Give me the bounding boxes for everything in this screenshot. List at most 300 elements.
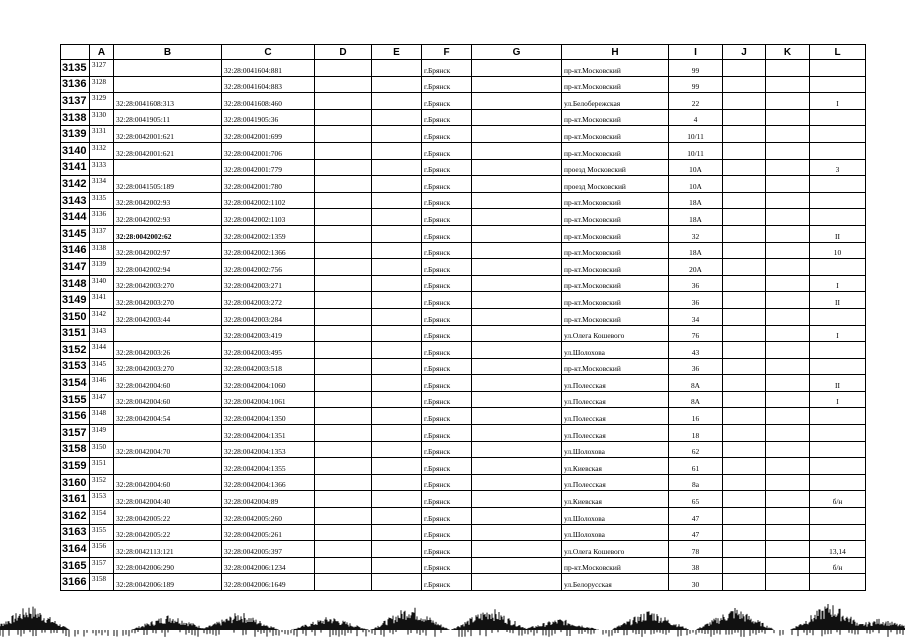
cell-h[interactable]: ул.Полесская: [562, 474, 669, 491]
cell-h[interactable]: ул.Олега Кошевого: [562, 325, 669, 342]
cell-f[interactable]: г.Брянск: [422, 557, 472, 574]
cell-h[interactable]: пр-кт.Московский: [562, 142, 669, 159]
cell-i[interactable]: 18А: [669, 242, 723, 259]
cell-j[interactable]: [723, 242, 766, 259]
cell-a[interactable]: 3131: [90, 126, 114, 143]
cell-d[interactable]: [315, 441, 372, 458]
cell-e[interactable]: [372, 474, 422, 491]
cell-e[interactable]: [372, 192, 422, 209]
cell-a[interactable]: 3155: [90, 524, 114, 541]
cell-a[interactable]: 3151: [90, 458, 114, 475]
cell-f[interactable]: г.Брянск: [422, 292, 472, 309]
cell-l[interactable]: [810, 109, 866, 126]
cell-a[interactable]: 3135: [90, 192, 114, 209]
cell-l[interactable]: II: [810, 375, 866, 392]
cell-i[interactable]: 34: [669, 308, 723, 325]
cell-k[interactable]: [766, 308, 810, 325]
cell-k[interactable]: [766, 425, 810, 442]
cell-d[interactable]: [315, 557, 372, 574]
cell-b[interactable]: 32:28:0042001:621: [114, 126, 222, 143]
cell-l[interactable]: б/н: [810, 557, 866, 574]
column-header-h[interactable]: H: [562, 45, 669, 60]
cell-b[interactable]: [114, 325, 222, 342]
cell-g[interactable]: [472, 192, 562, 209]
cell-i[interactable]: 36: [669, 358, 723, 375]
cell-e[interactable]: [372, 292, 422, 309]
cell-f[interactable]: г.Брянск: [422, 159, 472, 176]
cell-c[interactable]: 32:28:0042004:1353: [222, 441, 315, 458]
cell-c[interactable]: 32:28:0042002:1103: [222, 209, 315, 226]
cell-k[interactable]: [766, 275, 810, 292]
column-header-b[interactable]: B: [114, 45, 222, 60]
cell-d[interactable]: [315, 491, 372, 508]
cell-k[interactable]: [766, 192, 810, 209]
cell-g[interactable]: [472, 474, 562, 491]
cell-e[interactable]: [372, 325, 422, 342]
cell-i[interactable]: 65: [669, 491, 723, 508]
row-number[interactable]: 3142: [61, 176, 90, 193]
row-number[interactable]: 3146: [61, 242, 90, 259]
row-number[interactable]: 3152: [61, 342, 90, 359]
row-number[interactable]: 3140: [61, 142, 90, 159]
cell-h[interactable]: пр-кт.Московский: [562, 259, 669, 276]
cell-f[interactable]: г.Брянск: [422, 225, 472, 242]
cell-e[interactable]: [372, 391, 422, 408]
cell-l[interactable]: I: [810, 93, 866, 110]
cell-f[interactable]: г.Брянск: [422, 474, 472, 491]
cell-c[interactable]: 32:28:0041604:881: [222, 60, 315, 77]
cell-k[interactable]: [766, 259, 810, 276]
cell-a[interactable]: 3141: [90, 292, 114, 309]
cell-b[interactable]: [114, 159, 222, 176]
cell-b[interactable]: 32:28:0041608:313: [114, 93, 222, 110]
cell-l[interactable]: [810, 425, 866, 442]
cell-i[interactable]: 8А: [669, 391, 723, 408]
cell-f[interactable]: г.Брянск: [422, 76, 472, 93]
row-number[interactable]: 3166: [61, 574, 90, 591]
cell-e[interactable]: [372, 93, 422, 110]
cell-j[interactable]: [723, 474, 766, 491]
cell-j[interactable]: [723, 358, 766, 375]
cell-k[interactable]: [766, 142, 810, 159]
cell-i[interactable]: 43: [669, 342, 723, 359]
cell-l[interactable]: [810, 259, 866, 276]
cell-g[interactable]: [472, 109, 562, 126]
cell-c[interactable]: 32:28:0042004:1366: [222, 474, 315, 491]
cell-i[interactable]: 36: [669, 275, 723, 292]
cell-f[interactable]: г.Брянск: [422, 574, 472, 591]
cell-h[interactable]: пр-кт.Московский: [562, 109, 669, 126]
cell-h[interactable]: ул.Полесская: [562, 375, 669, 392]
cell-a[interactable]: 3134: [90, 176, 114, 193]
cell-b[interactable]: 32:28:0042003:44: [114, 308, 222, 325]
cell-l[interactable]: [810, 474, 866, 491]
cell-e[interactable]: [372, 524, 422, 541]
cell-f[interactable]: г.Брянск: [422, 325, 472, 342]
cell-d[interactable]: [315, 325, 372, 342]
cell-c[interactable]: 32:28:0042005:397: [222, 541, 315, 558]
cell-i[interactable]: 18А: [669, 192, 723, 209]
cell-h[interactable]: пр-кт.Московский: [562, 60, 669, 77]
cell-b[interactable]: 32:28:0042006:189: [114, 574, 222, 591]
cell-i[interactable]: 62: [669, 441, 723, 458]
cell-c[interactable]: 32:28:0041608:460: [222, 93, 315, 110]
cell-b[interactable]: [114, 458, 222, 475]
cell-i[interactable]: 18: [669, 425, 723, 442]
cell-f[interactable]: г.Брянск: [422, 342, 472, 359]
cell-f[interactable]: г.Брянск: [422, 126, 472, 143]
cell-l[interactable]: II: [810, 292, 866, 309]
cell-g[interactable]: [472, 557, 562, 574]
cell-k[interactable]: [766, 441, 810, 458]
cell-f[interactable]: г.Брянск: [422, 391, 472, 408]
cell-g[interactable]: [472, 142, 562, 159]
cell-k[interactable]: [766, 60, 810, 77]
cell-e[interactable]: [372, 60, 422, 77]
cell-e[interactable]: [372, 308, 422, 325]
cell-j[interactable]: [723, 325, 766, 342]
cell-e[interactable]: [372, 142, 422, 159]
row-number[interactable]: 3163: [61, 524, 90, 541]
corner-cell[interactable]: [61, 45, 90, 60]
cell-d[interactable]: [315, 391, 372, 408]
row-number[interactable]: 3138: [61, 109, 90, 126]
cell-i[interactable]: 10/11: [669, 126, 723, 143]
cell-g[interactable]: [472, 76, 562, 93]
cell-e[interactable]: [372, 375, 422, 392]
cell-h[interactable]: пр-кт.Московский: [562, 557, 669, 574]
cell-j[interactable]: [723, 524, 766, 541]
cell-g[interactable]: [472, 292, 562, 309]
cell-i[interactable]: 61: [669, 458, 723, 475]
column-header-g[interactable]: G: [472, 45, 562, 60]
cell-a[interactable]: 3156: [90, 541, 114, 558]
cell-d[interactable]: [315, 159, 372, 176]
cell-j[interactable]: [723, 308, 766, 325]
cell-k[interactable]: [766, 292, 810, 309]
cell-i[interactable]: 10А: [669, 176, 723, 193]
cell-l[interactable]: II: [810, 225, 866, 242]
cell-a[interactable]: 3132: [90, 142, 114, 159]
cell-f[interactable]: г.Брянск: [422, 491, 472, 508]
row-number[interactable]: 3144: [61, 209, 90, 226]
cell-d[interactable]: [315, 342, 372, 359]
row-number[interactable]: 3160: [61, 474, 90, 491]
cell-l[interactable]: I: [810, 391, 866, 408]
cell-e[interactable]: [372, 275, 422, 292]
cell-i[interactable]: 22: [669, 93, 723, 110]
cell-g[interactable]: [472, 275, 562, 292]
cell-g[interactable]: [472, 60, 562, 77]
cell-i[interactable]: 20А: [669, 259, 723, 276]
cell-a[interactable]: 3137: [90, 225, 114, 242]
cell-d[interactable]: [315, 142, 372, 159]
cell-d[interactable]: [315, 508, 372, 525]
row-number[interactable]: 3164: [61, 541, 90, 558]
cell-c[interactable]: 32:28:0042003:284: [222, 308, 315, 325]
cell-h[interactable]: проезд Московский: [562, 159, 669, 176]
cell-e[interactable]: [372, 358, 422, 375]
cell-a[interactable]: 3158: [90, 574, 114, 591]
cell-j[interactable]: [723, 159, 766, 176]
cell-j[interactable]: [723, 441, 766, 458]
cell-f[interactable]: г.Брянск: [422, 524, 472, 541]
cell-k[interactable]: [766, 159, 810, 176]
cell-k[interactable]: [766, 209, 810, 226]
cell-l[interactable]: I: [810, 275, 866, 292]
cell-e[interactable]: [372, 557, 422, 574]
row-number[interactable]: 3148: [61, 275, 90, 292]
cell-i[interactable]: 99: [669, 60, 723, 77]
row-number[interactable]: 3161: [61, 491, 90, 508]
cell-h[interactable]: пр-кт.Московский: [562, 275, 669, 292]
cell-k[interactable]: [766, 93, 810, 110]
cell-b[interactable]: 32:28:0042001:621: [114, 142, 222, 159]
column-header-d[interactable]: D: [315, 45, 372, 60]
cell-j[interactable]: [723, 491, 766, 508]
cell-c[interactable]: 32:28:0042003:495: [222, 342, 315, 359]
cell-g[interactable]: [472, 524, 562, 541]
cell-a[interactable]: 3149: [90, 425, 114, 442]
cell-c[interactable]: 32:28:0042004:1060: [222, 375, 315, 392]
cell-c[interactable]: 32:28:0042003:518: [222, 358, 315, 375]
cell-g[interactable]: [472, 126, 562, 143]
cell-a[interactable]: 3128: [90, 76, 114, 93]
cell-a[interactable]: 3136: [90, 209, 114, 226]
cell-l[interactable]: [810, 408, 866, 425]
cell-a[interactable]: 3143: [90, 325, 114, 342]
cell-a[interactable]: 3139: [90, 259, 114, 276]
cell-c[interactable]: 32:28:0042004:89: [222, 491, 315, 508]
cell-b[interactable]: 32:28:0042003:270: [114, 292, 222, 309]
cell-j[interactable]: [723, 408, 766, 425]
cell-i[interactable]: 47: [669, 508, 723, 525]
cell-e[interactable]: [372, 259, 422, 276]
cell-k[interactable]: [766, 491, 810, 508]
cell-d[interactable]: [315, 93, 372, 110]
cell-a[interactable]: 3142: [90, 308, 114, 325]
column-header-i[interactable]: I: [669, 45, 723, 60]
cell-a[interactable]: 3130: [90, 109, 114, 126]
cell-d[interactable]: [315, 524, 372, 541]
cell-e[interactable]: [372, 225, 422, 242]
cell-h[interactable]: пр-кт.Московский: [562, 209, 669, 226]
cell-c[interactable]: 32:28:0042003:419: [222, 325, 315, 342]
cell-a[interactable]: 3148: [90, 408, 114, 425]
cell-j[interactable]: [723, 425, 766, 442]
cell-k[interactable]: [766, 524, 810, 541]
cell-k[interactable]: [766, 342, 810, 359]
cell-g[interactable]: [472, 93, 562, 110]
cell-c[interactable]: 32:28:0042004:1355: [222, 458, 315, 475]
row-number[interactable]: 3165: [61, 557, 90, 574]
cell-a[interactable]: 3133: [90, 159, 114, 176]
cell-b[interactable]: 32:28:0041905:11: [114, 109, 222, 126]
cell-l[interactable]: [810, 441, 866, 458]
cell-c[interactable]: 32:28:0042004:1061: [222, 391, 315, 408]
cell-l[interactable]: [810, 126, 866, 143]
cell-h[interactable]: ул.Полесская: [562, 391, 669, 408]
cell-i[interactable]: 99: [669, 76, 723, 93]
cell-b[interactable]: 32:28:0041505:189: [114, 176, 222, 193]
cell-b[interactable]: 32:28:0042003:270: [114, 358, 222, 375]
cell-l[interactable]: 3: [810, 159, 866, 176]
cell-i[interactable]: 8А: [669, 375, 723, 392]
cell-g[interactable]: [472, 325, 562, 342]
cell-a[interactable]: 3150: [90, 441, 114, 458]
cell-k[interactable]: [766, 176, 810, 193]
cell-j[interactable]: [723, 292, 766, 309]
cell-d[interactable]: [315, 375, 372, 392]
cell-d[interactable]: [315, 275, 372, 292]
cell-i[interactable]: 38: [669, 557, 723, 574]
cell-e[interactable]: [372, 491, 422, 508]
cell-b[interactable]: 32:28:0042004:60: [114, 474, 222, 491]
cell-e[interactable]: [372, 508, 422, 525]
row-number[interactable]: 3141: [61, 159, 90, 176]
cell-d[interactable]: [315, 176, 372, 193]
cell-f[interactable]: г.Брянск: [422, 242, 472, 259]
cell-f[interactable]: г.Брянск: [422, 458, 472, 475]
cell-b[interactable]: 32:28:0042005:22: [114, 524, 222, 541]
cell-f[interactable]: г.Брянск: [422, 541, 472, 558]
cell-c[interactable]: 32:28:0042002:756: [222, 259, 315, 276]
column-header-k[interactable]: K: [766, 45, 810, 60]
cell-k[interactable]: [766, 225, 810, 242]
cell-j[interactable]: [723, 225, 766, 242]
cell-j[interactable]: [723, 375, 766, 392]
cell-j[interactable]: [723, 541, 766, 558]
cell-g[interactable]: [472, 342, 562, 359]
cell-a[interactable]: 3127: [90, 60, 114, 77]
cell-c[interactable]: 32:28:0042004:1351: [222, 425, 315, 442]
cell-d[interactable]: [315, 109, 372, 126]
cell-b[interactable]: 32:28:0042002:62: [114, 225, 222, 242]
cell-h[interactable]: ул.Полесская: [562, 425, 669, 442]
cell-h[interactable]: пр-кт.Московский: [562, 358, 669, 375]
cell-g[interactable]: [472, 159, 562, 176]
cell-h[interactable]: ул.Полесская: [562, 408, 669, 425]
cell-k[interactable]: [766, 76, 810, 93]
cell-c[interactable]: 32:28:0042006:1234: [222, 557, 315, 574]
cell-i[interactable]: 10А: [669, 159, 723, 176]
cell-c[interactable]: 32:28:0042002:1102: [222, 192, 315, 209]
cell-g[interactable]: [472, 375, 562, 392]
row-number[interactable]: 3137: [61, 93, 90, 110]
cell-k[interactable]: [766, 541, 810, 558]
row-number[interactable]: 3155: [61, 391, 90, 408]
cell-i[interactable]: 76: [669, 325, 723, 342]
cell-b[interactable]: 32:28:0042006:290: [114, 557, 222, 574]
cell-a[interactable]: 3146: [90, 375, 114, 392]
cell-h[interactable]: ул.Киевская: [562, 491, 669, 508]
cell-j[interactable]: [723, 109, 766, 126]
cell-c[interactable]: 32:28:0042001:699: [222, 126, 315, 143]
row-number[interactable]: 3158: [61, 441, 90, 458]
cell-j[interactable]: [723, 275, 766, 292]
cell-h[interactable]: пр-кт.Московский: [562, 76, 669, 93]
cell-k[interactable]: [766, 458, 810, 475]
cell-e[interactable]: [372, 541, 422, 558]
cell-f[interactable]: г.Брянск: [422, 308, 472, 325]
cell-b[interactable]: 32:28:0042004:60: [114, 375, 222, 392]
cell-d[interactable]: [315, 541, 372, 558]
cell-i[interactable]: 36: [669, 292, 723, 309]
cell-b[interactable]: 32:28:0042113:121: [114, 541, 222, 558]
cell-k[interactable]: [766, 109, 810, 126]
cell-f[interactable]: г.Брянск: [422, 425, 472, 442]
cell-g[interactable]: [472, 408, 562, 425]
row-number[interactable]: 3139: [61, 126, 90, 143]
cell-h[interactable]: пр-кт.Московский: [562, 225, 669, 242]
cell-d[interactable]: [315, 292, 372, 309]
cell-i[interactable]: 18А: [669, 209, 723, 226]
cell-j[interactable]: [723, 209, 766, 226]
cell-d[interactable]: [315, 474, 372, 491]
cell-l[interactable]: [810, 60, 866, 77]
cell-l[interactable]: [810, 142, 866, 159]
row-number[interactable]: 3154: [61, 375, 90, 392]
cell-e[interactable]: [372, 408, 422, 425]
cell-l[interactable]: [810, 176, 866, 193]
cell-a[interactable]: 3152: [90, 474, 114, 491]
cell-g[interactable]: [472, 358, 562, 375]
cell-f[interactable]: г.Брянск: [422, 408, 472, 425]
cell-h[interactable]: ул.Шолохова: [562, 508, 669, 525]
cell-j[interactable]: [723, 391, 766, 408]
cell-j[interactable]: [723, 458, 766, 475]
cell-a[interactable]: 3154: [90, 508, 114, 525]
cell-i[interactable]: 47: [669, 524, 723, 541]
cell-d[interactable]: [315, 358, 372, 375]
cell-k[interactable]: [766, 557, 810, 574]
row-number[interactable]: 3147: [61, 259, 90, 276]
cell-k[interactable]: [766, 358, 810, 375]
cell-f[interactable]: г.Брянск: [422, 375, 472, 392]
cell-c[interactable]: 32:28:0042003:272: [222, 292, 315, 309]
cell-g[interactable]: [472, 176, 562, 193]
cell-h[interactable]: пр-кт.Московский: [562, 192, 669, 209]
cell-c[interactable]: 32:28:0042006:1649: [222, 574, 315, 591]
cell-d[interactable]: [315, 192, 372, 209]
cell-e[interactable]: [372, 242, 422, 259]
row-number[interactable]: 3143: [61, 192, 90, 209]
row-number[interactable]: 3156: [61, 408, 90, 425]
cell-g[interactable]: [472, 391, 562, 408]
cell-b[interactable]: 32:28:0042004:54: [114, 408, 222, 425]
cell-c[interactable]: 32:28:0042003:271: [222, 275, 315, 292]
cell-k[interactable]: [766, 242, 810, 259]
cell-e[interactable]: [372, 209, 422, 226]
cell-a[interactable]: 3140: [90, 275, 114, 292]
cell-g[interactable]: [472, 441, 562, 458]
cell-d[interactable]: [315, 242, 372, 259]
cell-i[interactable]: 16: [669, 408, 723, 425]
row-number[interactable]: 3136: [61, 76, 90, 93]
cell-h[interactable]: пр-кт.Московский: [562, 126, 669, 143]
cell-k[interactable]: [766, 126, 810, 143]
cell-l[interactable]: [810, 358, 866, 375]
cell-g[interactable]: [472, 508, 562, 525]
cell-g[interactable]: [472, 259, 562, 276]
cell-e[interactable]: [372, 159, 422, 176]
cell-d[interactable]: [315, 259, 372, 276]
cell-d[interactable]: [315, 458, 372, 475]
cell-h[interactable]: ул.Белорусская: [562, 574, 669, 591]
cell-f[interactable]: г.Брянск: [422, 358, 472, 375]
cell-h[interactable]: ул.Киевская: [562, 458, 669, 475]
cell-b[interactable]: 32:28:0042003:270: [114, 275, 222, 292]
